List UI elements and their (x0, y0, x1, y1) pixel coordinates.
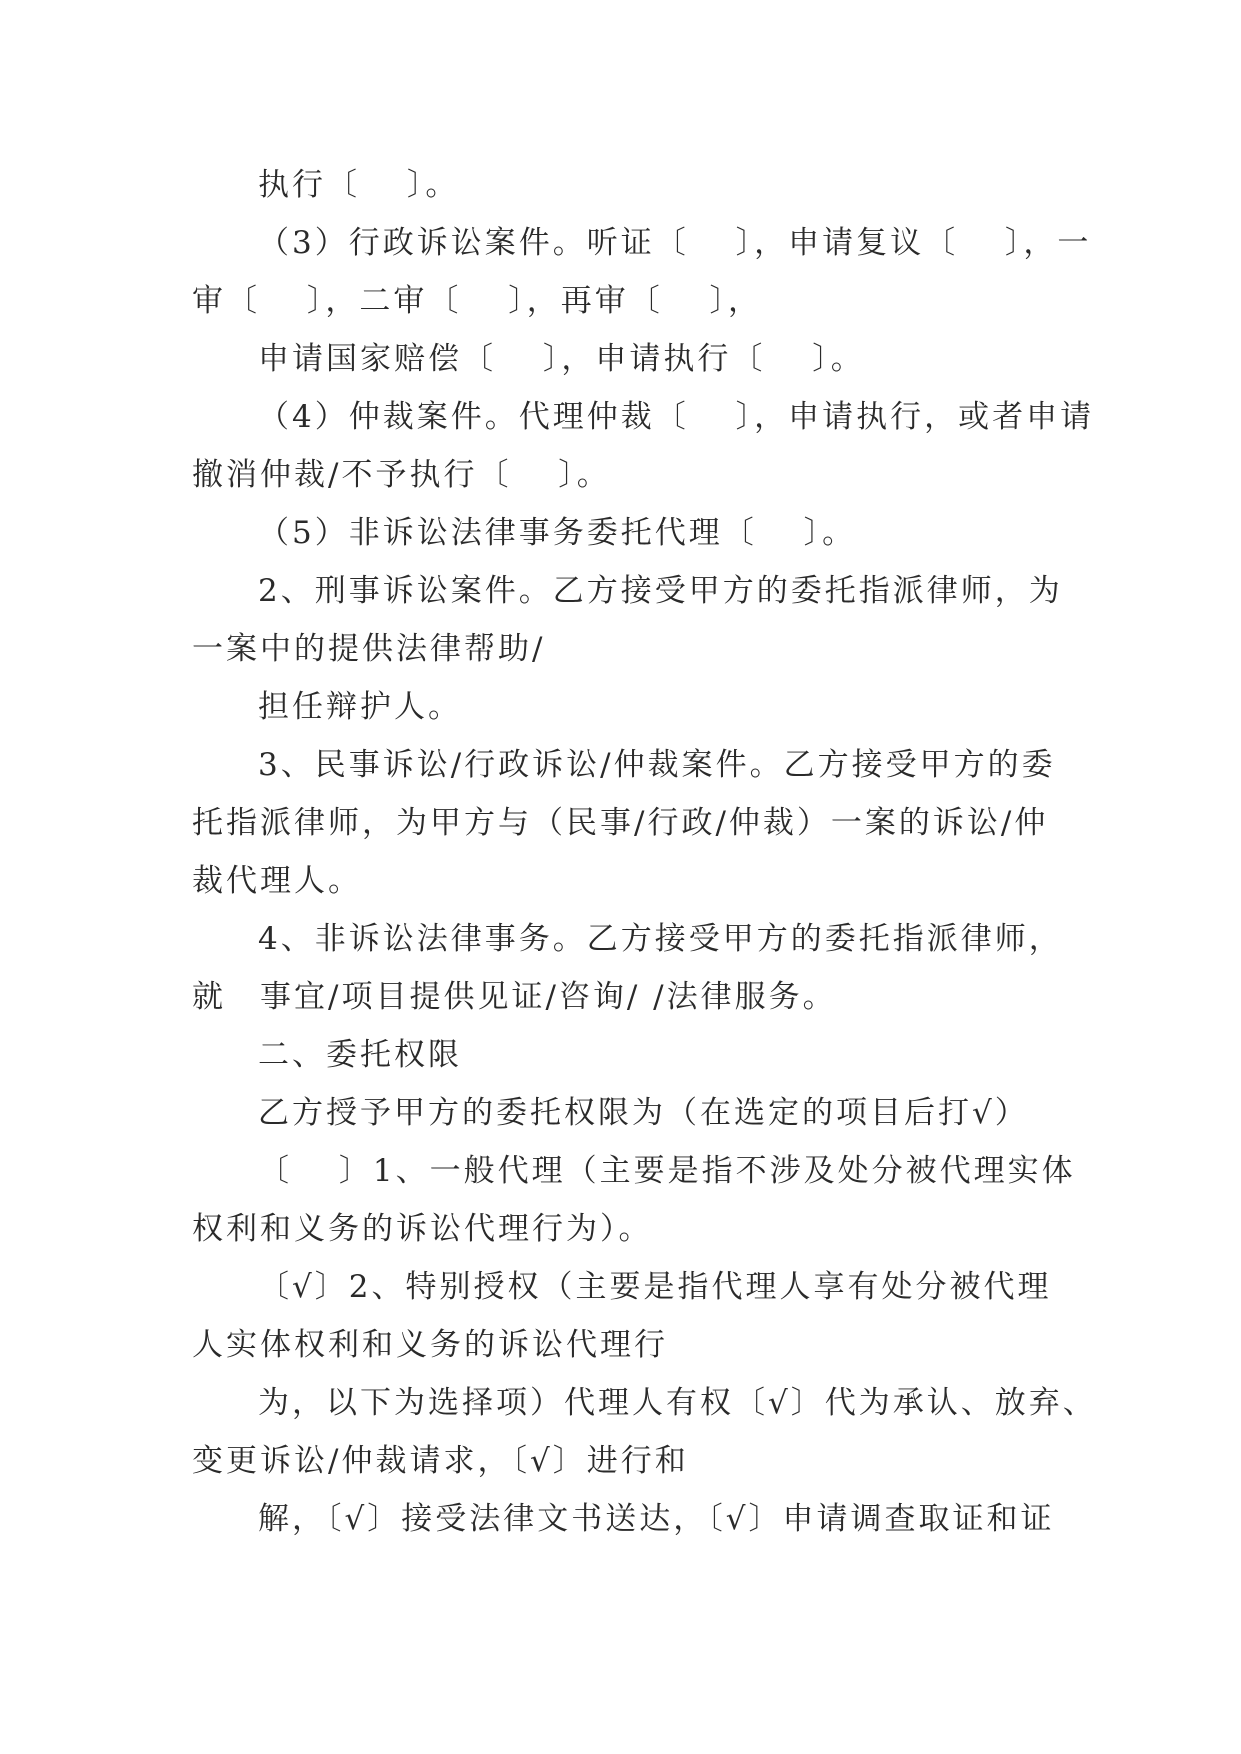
text-line: 3、民事诉讼/行政诉讼/仲裁案件。乙方接受甲方的委 (258, 747, 1056, 783)
text-line: 权利和义务的诉讼代理行为）。 (192, 1211, 653, 1247)
text-line: 就 事宜/项目提供见证/咨询/ /法律服务。 (192, 979, 837, 1015)
text-line: （4）仲裁案件。代理仲裁〔 〕，申请执行，或者申请 (258, 399, 1095, 435)
text-line: 托指派律师，为甲方与（民事/行政/仲裁）一案的诉讼/仲 (192, 805, 1049, 841)
text-line: 2、刑事诉讼案件。乙方接受甲方的委托指派律师，为 (258, 573, 1063, 609)
text-line: 一案中的提供法律帮助/ (192, 631, 546, 667)
text-line: 申请国家赔偿〔 〕，申请执行〔 〕。 (258, 341, 865, 377)
text-line: 〔 〕1、一般代理（主要是指不涉及处分被代理实体 (258, 1153, 1076, 1189)
text-line: 解，〔√〕接受法律文书送达，〔√〕申请调查取证和证 (258, 1501, 1055, 1537)
text-line: （3）行政诉讼案件。听证〔 〕，申请复议〔 〕，一 (258, 225, 1092, 261)
text-line: 裁代理人。 (192, 863, 362, 899)
text-line: （5）非诉讼法律事务委托代理〔 〕。 (258, 515, 857, 551)
text-line: 乙方授予甲方的委托权限为（在选定的项目后打√） (258, 1095, 1029, 1131)
text-line: 人实体权利和义务的诉讼代理行 (192, 1327, 668, 1363)
text-line: 执行〔 〕。 (258, 167, 460, 203)
text-line: 为，以下为选择项）代理人有权〔√〕代为承认、放弃、 (258, 1385, 1097, 1421)
text-line: 4、非诉讼法律事务。乙方接受甲方的委托指派律师， (258, 921, 1063, 957)
section-heading: 二、委托权限 (258, 1037, 462, 1073)
text-line: 审〔 〕，二审〔 〕，再审〔 〕， (192, 283, 763, 319)
text-line: 〔√〕2、特别授权（主要是指代理人享有处分被代理 (258, 1269, 1052, 1305)
text-line: 撤消仲裁/不予执行〔 〕。 (192, 457, 611, 493)
text-line: 担任辩护人。 (258, 689, 462, 725)
text-line: 变更诉讼/仲裁请求，〔√〕进行和 (192, 1443, 689, 1479)
